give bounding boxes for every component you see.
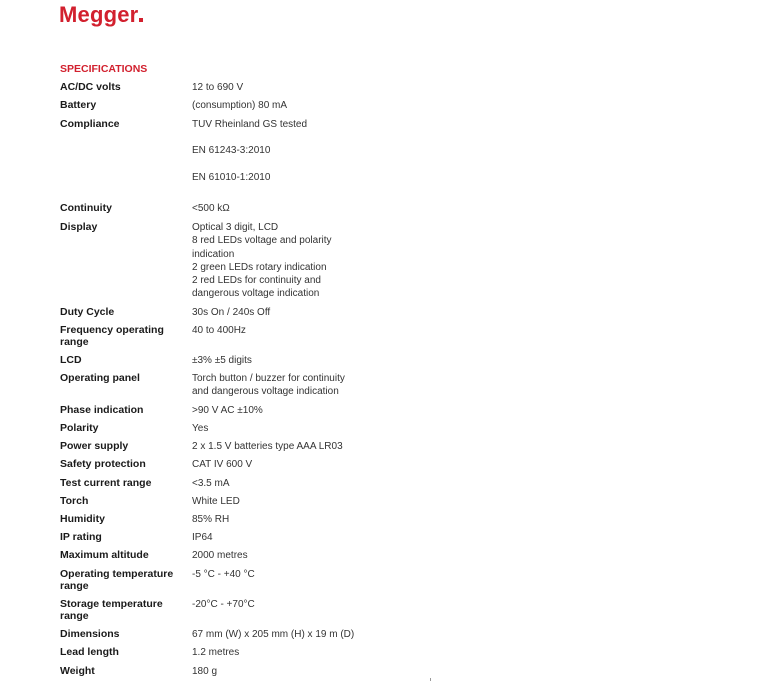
spec-label: Operating panel xyxy=(60,372,140,384)
spec-value-line: 2000 metres xyxy=(192,550,248,561)
spec-label: Operating temperature range xyxy=(60,568,174,592)
spec-value-line: TUV Rheinland GS tested xyxy=(192,119,308,130)
spec-label: Power supply xyxy=(60,440,129,452)
spec-label: Frequency operating range xyxy=(60,324,164,348)
spec-value xyxy=(192,495,240,508)
spec-value-line: >90 V AC ±10% xyxy=(192,405,263,416)
section-title: SPECIFICATIONS xyxy=(60,63,148,75)
spec-value xyxy=(192,531,213,544)
spec-value xyxy=(192,458,252,471)
spec-value-line: (consumption) 80 mA xyxy=(192,100,288,111)
spec-label: Storage temperature range xyxy=(60,598,163,622)
spec-value-line: -20°C - +70°C xyxy=(192,599,255,610)
spec-value-line: and dangerous voltage indication xyxy=(192,386,339,398)
spec-value xyxy=(192,324,246,337)
spec-label: Safety protection xyxy=(60,458,146,470)
spec-label: Lead length xyxy=(60,646,119,658)
spec-value-line: 2 green LEDs rotary indication xyxy=(192,261,327,273)
spec-value xyxy=(192,171,270,184)
spec-label: Duty Cycle xyxy=(60,306,115,318)
spec-value-line: EN 61010-1:2010 xyxy=(192,172,271,183)
brand-name: Megger xyxy=(59,2,139,27)
spec-label: AC/DC volts xyxy=(60,81,121,93)
spec-value-line: 2 red LEDs for continuity and xyxy=(192,275,321,287)
spec-value xyxy=(192,81,243,94)
spec-label: Continuity xyxy=(60,202,112,214)
spec-value-line: 12 to 690 V xyxy=(192,82,244,93)
spec-value-line: <500 kΩ xyxy=(192,203,230,214)
spec-value-line: CAT IV 600 V xyxy=(192,459,253,470)
spec-label: Weight xyxy=(60,665,95,677)
spec-value xyxy=(192,598,255,611)
spec-value-line: 85% RH xyxy=(192,514,230,525)
spec-label: Torch xyxy=(60,495,89,507)
spec-value-line: 67 mm (W) x 205 mm (H) x 19 m (D) xyxy=(192,629,355,640)
spec-value xyxy=(192,440,343,453)
spec-value xyxy=(192,513,229,526)
spec-value xyxy=(192,646,239,659)
logo-dot-icon xyxy=(139,18,143,22)
spec-value xyxy=(192,628,354,641)
spec-value xyxy=(192,372,345,399)
page-mark xyxy=(430,678,431,681)
spec-value xyxy=(192,202,230,215)
spec-value-line: 30s On / 240s Off xyxy=(192,307,271,318)
spec-value xyxy=(192,477,230,490)
spec-value-line: IP64 xyxy=(192,532,213,543)
spec-value-line: ±3% ±5 digits xyxy=(192,355,252,366)
spec-value-line: <3.5 mA xyxy=(192,478,230,489)
spec-label: Humidity xyxy=(60,513,105,525)
spec-label: Compliance xyxy=(60,118,120,130)
spec-label: Dimensions xyxy=(60,628,120,640)
spec-value xyxy=(192,404,263,417)
spec-value-line: 8 red LEDs voltage and polarity xyxy=(192,235,332,247)
spec-label: Test current range xyxy=(60,477,152,489)
spec-value xyxy=(192,118,307,131)
spec-value-line: 1.2 metres xyxy=(192,647,240,658)
spec-value xyxy=(192,221,332,301)
megger-logo xyxy=(59,2,143,28)
spec-value-line: indication xyxy=(192,248,235,260)
spec-label: LCD xyxy=(60,354,82,366)
spec-value xyxy=(192,354,252,367)
spec-value-line: EN 61243-3:2010 xyxy=(192,145,271,156)
spec-value xyxy=(192,665,217,678)
spec-label: Display xyxy=(60,221,98,233)
spec-value-line: Optical 3 digit, LCD xyxy=(192,222,279,233)
spec-value xyxy=(192,568,255,581)
spec-value-line: 2 x 1.5 V batteries type AAA LR03 xyxy=(192,441,343,452)
spec-value-line: 40 to 400Hz xyxy=(192,325,246,336)
spec-value-line: -5 °C - +40 °C xyxy=(192,569,255,580)
spec-value-line: Torch button / buzzer for continuity xyxy=(192,373,345,384)
spec-value xyxy=(192,144,270,157)
spec-label: IP rating xyxy=(60,531,102,543)
spec-value-line: 180 g xyxy=(192,666,218,677)
spec-label: Maximum altitude xyxy=(60,549,149,561)
spec-value xyxy=(192,99,287,112)
spec-value xyxy=(192,422,208,435)
spec-label: Phase indication xyxy=(60,404,144,416)
spec-value-line: Yes xyxy=(192,423,209,434)
spec-value xyxy=(192,549,248,562)
spec-value-line: White LED xyxy=(192,496,240,507)
spec-label: Polarity xyxy=(60,422,99,434)
spec-label: Battery xyxy=(60,99,97,111)
spec-value-line: dangerous voltage indication xyxy=(192,288,320,300)
spec-value xyxy=(192,306,270,319)
